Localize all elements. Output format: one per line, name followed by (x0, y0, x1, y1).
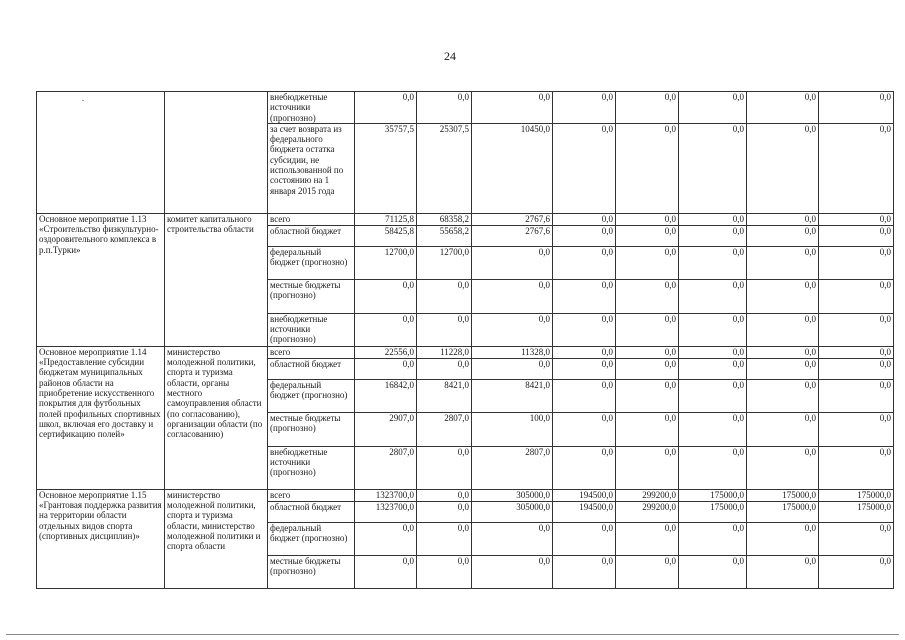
value-text: 305000,0 (516, 501, 550, 512)
value-cell (472, 501, 553, 522)
value-cell (819, 213, 894, 225)
value-text: 0,0 (804, 412, 816, 423)
value-text: 0,0 (601, 213, 613, 224)
value-text: 0,0 (601, 555, 613, 566)
value-text: 0,0 (804, 446, 816, 457)
value-text: 0,0 (732, 358, 744, 369)
value-text: 12700,0 (439, 246, 469, 257)
table-row (37, 92, 894, 124)
value-text: 0,0 (732, 92, 744, 102)
value-cell (679, 123, 747, 213)
value-cell (679, 358, 747, 379)
value-text: 8421,0 (444, 379, 469, 390)
value-text: 0,0 (457, 501, 469, 512)
value-text: 11328,0 (521, 346, 550, 357)
value-cell (355, 213, 417, 225)
value-cell (616, 246, 679, 279)
source-cell: федеральный бюджет (прогнозно) (268, 522, 355, 555)
value-text: 175000,0 (782, 489, 816, 500)
source-cell: всего (268, 489, 355, 501)
value-cell (417, 489, 472, 501)
value-cell (616, 225, 679, 246)
value-text: 0,0 (732, 123, 744, 134)
value-text: 0,0 (804, 225, 816, 236)
value-cell (747, 412, 819, 446)
value-cell (355, 225, 417, 246)
value-text: 0,0 (664, 313, 676, 324)
value-text: 0,0 (601, 92, 613, 102)
value-text: 175000,0 (710, 489, 744, 500)
executor-cell (165, 92, 268, 214)
executor-cell: министерство молодежной политики, спорта и туризма области, министерство молодежной политики и спорта области (165, 489, 268, 588)
value-cell (679, 92, 747, 124)
value-cell (355, 92, 417, 124)
value-cell (679, 213, 747, 225)
value-text: 0,0 (879, 379, 891, 390)
bottom-rule (6, 634, 899, 635)
value-text: 0,0 (601, 346, 613, 357)
source-cell: местные бюджеты (прогнозно) (268, 412, 355, 446)
source-cell: местные бюджеты (прогнозно) (268, 555, 355, 588)
value-text: 0,0 (879, 246, 891, 257)
value-cell (553, 213, 616, 225)
value-text: 0,0 (879, 279, 891, 290)
measure-cell (37, 92, 165, 214)
executor-cell: министерство молодежной политики, спорта и туризма области, органы местного самоуправления области (по согласованию), организации области (по согласованию) (165, 346, 268, 489)
value-text: 0,0 (879, 123, 891, 134)
value-text: 16842,0 (384, 379, 414, 390)
value-cell (616, 412, 679, 446)
value-cell (679, 279, 747, 313)
value-cell (355, 246, 417, 279)
value-cell (819, 412, 894, 446)
value-text: 0,0 (879, 346, 891, 357)
value-text: 0,0 (804, 379, 816, 390)
value-text: 0,0 (664, 92, 676, 102)
value-text: 0,0 (664, 522, 676, 533)
value-text: 175000,0 (857, 501, 891, 512)
value-cell (616, 446, 679, 489)
source-cell: внебюджетные источники (прогнозно) (268, 92, 355, 124)
value-cell (417, 446, 472, 489)
value-cell (355, 346, 417, 358)
funding-table (36, 91, 894, 589)
value-cell (472, 522, 553, 555)
source-cell: внебюджетные источники (прогнозно) (268, 313, 355, 346)
value-cell (472, 379, 553, 412)
value-text: 0,0 (732, 379, 744, 390)
source-cell: за счет возврата из федерального бюджета остатка субсидии, не использованной по состоянию на 1 января 2015 года (268, 123, 355, 213)
value-text: 0,0 (879, 412, 891, 423)
value-text: 0,0 (879, 358, 891, 369)
value-cell (355, 123, 417, 213)
value-cell (417, 412, 472, 446)
value-text: 0,0 (664, 412, 676, 423)
value-text: 100,0 (529, 412, 550, 423)
value-cell (819, 501, 894, 522)
value-cell (355, 313, 417, 346)
value-cell (355, 279, 417, 313)
scan-speck (82, 100, 84, 101)
value-text: 0,0 (664, 379, 676, 390)
value-text: 0,0 (732, 346, 744, 357)
value-cell (553, 246, 616, 279)
value-cell (355, 379, 417, 412)
value-text: 175000,0 (782, 501, 816, 512)
value-text: 8421,0 (525, 379, 550, 390)
value-cell (553, 346, 616, 358)
value-cell (747, 92, 819, 124)
value-cell (417, 213, 472, 225)
value-text: 0,0 (601, 522, 613, 533)
value-text: 0,0 (879, 225, 891, 236)
value-cell (819, 246, 894, 279)
value-cell (355, 489, 417, 501)
value-text: 0,0 (879, 522, 891, 533)
value-text: 0,0 (457, 522, 469, 533)
value-text: 0,0 (664, 555, 676, 566)
value-cell (472, 246, 553, 279)
value-cell (819, 489, 894, 501)
value-cell (472, 279, 553, 313)
source-cell: федеральный бюджет (прогнозно) (268, 379, 355, 412)
source-cell: всего (268, 346, 355, 358)
value-text: 0,0 (804, 246, 816, 257)
value-cell (819, 92, 894, 124)
value-text: 0,0 (601, 379, 613, 390)
value-text: 0,0 (732, 246, 744, 257)
value-cell (472, 489, 553, 501)
value-cell (819, 446, 894, 489)
value-text: 11228,0 (440, 346, 469, 357)
value-cell (679, 555, 747, 588)
value-text: 1323700,0 (375, 501, 414, 512)
measure-cell: Основное мероприятие 1.15 «Грантовая поддержка развития на территории области отдельных видов спорта (спортивных дисциплин)» (37, 489, 165, 588)
value-text: 0,0 (601, 313, 613, 324)
value-text: 0,0 (538, 358, 550, 369)
value-cell (819, 379, 894, 412)
value-text: 2767,6 (525, 225, 550, 236)
value-cell (616, 489, 679, 501)
value-cell (679, 346, 747, 358)
value-text: 22556,0 (384, 346, 414, 357)
value-text: 0,0 (538, 522, 550, 533)
value-cell (553, 501, 616, 522)
value-cell (747, 446, 819, 489)
value-cell (747, 522, 819, 555)
value-text: 0,0 (601, 279, 613, 290)
value-cell (472, 225, 553, 246)
value-cell (472, 555, 553, 588)
measure-cell: Основное мероприятие 1.14 «Предоставление субсидии бюджетам муниципальных районов области на приобретение искусственного покрытия для футбольных полей профильных спортивных школ, включая его доставку и сертификацию полей» (37, 346, 165, 489)
value-cell (616, 92, 679, 124)
value-text: 2807,0 (525, 446, 550, 457)
value-cell (616, 379, 679, 412)
value-text: 35757,5 (384, 123, 414, 134)
value-text: 25307,5 (439, 123, 469, 134)
value-text: 0,0 (879, 213, 891, 224)
value-cell (747, 346, 819, 358)
value-text: 2907,0 (389, 412, 414, 423)
value-cell (819, 522, 894, 555)
value-cell (747, 123, 819, 213)
value-text: 0,0 (402, 522, 414, 533)
value-text: 0,0 (601, 246, 613, 257)
value-cell (616, 213, 679, 225)
value-text: 175000,0 (857, 489, 891, 500)
value-text: 0,0 (457, 313, 469, 324)
value-cell (472, 412, 553, 446)
value-cell (472, 446, 553, 489)
page-number: 24 (444, 49, 456, 63)
value-cell (679, 225, 747, 246)
value-text: 0,0 (732, 213, 744, 224)
value-cell (679, 313, 747, 346)
value-cell (679, 246, 747, 279)
value-cell (472, 346, 553, 358)
value-text: 0,0 (879, 446, 891, 457)
value-cell (819, 346, 894, 358)
value-cell (417, 555, 472, 588)
value-text: 194500,0 (579, 489, 613, 500)
value-text: 0,0 (804, 123, 816, 134)
value-cell (679, 446, 747, 489)
table-row (37, 489, 894, 501)
value-text: 0,0 (879, 555, 891, 566)
value-cell (819, 313, 894, 346)
value-cell (819, 279, 894, 313)
value-text: 0,0 (601, 123, 613, 134)
value-text: 0,0 (538, 92, 550, 102)
value-cell (747, 246, 819, 279)
executor-cell: комитет капитального строительства области (165, 213, 268, 346)
value-text: 0,0 (601, 225, 613, 236)
value-text: 0,0 (732, 412, 744, 423)
value-cell (417, 279, 472, 313)
value-cell (417, 313, 472, 346)
value-cell (819, 123, 894, 213)
value-text: 68358,2 (439, 213, 469, 224)
source-cell: всего (268, 213, 355, 225)
value-cell (355, 412, 417, 446)
value-cell (616, 313, 679, 346)
value-text: 0,0 (457, 279, 469, 290)
value-text: 0,0 (804, 555, 816, 566)
value-text: 0,0 (804, 346, 816, 357)
value-cell (616, 522, 679, 555)
value-cell (819, 555, 894, 588)
value-text: 0,0 (664, 446, 676, 457)
value-text: 0,0 (601, 446, 613, 457)
value-cell (472, 313, 553, 346)
value-cell (553, 446, 616, 489)
value-text: 0,0 (804, 358, 816, 369)
source-cell: федеральный бюджет (прогнозно) (268, 246, 355, 279)
value-text: 0,0 (804, 313, 816, 324)
value-text: 0,0 (879, 92, 891, 102)
value-cell (747, 358, 819, 379)
value-text: 71125,8 (385, 213, 414, 224)
value-cell (747, 279, 819, 313)
value-cell (819, 225, 894, 246)
value-cell (417, 225, 472, 246)
value-text: 0,0 (538, 555, 550, 566)
value-text: 0,0 (804, 279, 816, 290)
value-text: 0,0 (538, 313, 550, 324)
value-text: 0,0 (538, 246, 550, 257)
value-text: 0,0 (664, 225, 676, 236)
value-text: 55658,2 (439, 225, 469, 236)
value-text: 0,0 (402, 92, 414, 102)
value-text: 0,0 (457, 92, 469, 102)
value-cell (417, 358, 472, 379)
value-text: 0,0 (879, 313, 891, 324)
source-cell: областной бюджет (268, 501, 355, 522)
value-cell (553, 313, 616, 346)
value-cell (679, 501, 747, 522)
value-text: 305000,0 (516, 489, 550, 500)
value-text: 0,0 (664, 279, 676, 290)
value-cell (417, 379, 472, 412)
value-text: 2767,6 (525, 213, 550, 224)
value-text: 0,0 (457, 446, 469, 457)
value-cell (747, 501, 819, 522)
value-cell (616, 279, 679, 313)
value-text: 0,0 (601, 358, 613, 369)
value-cell (417, 346, 472, 358)
value-text: 0,0 (732, 555, 744, 566)
value-cell (616, 501, 679, 522)
value-text: 0,0 (732, 313, 744, 324)
source-cell: областной бюджет (268, 225, 355, 246)
value-cell (417, 501, 472, 522)
value-text: 2807,0 (389, 446, 414, 457)
table-row (37, 346, 894, 358)
value-text: 1323700,0 (375, 489, 414, 500)
value-cell (747, 313, 819, 346)
value-cell (819, 358, 894, 379)
value-text: 0,0 (664, 358, 676, 369)
value-text: 0,0 (732, 225, 744, 236)
value-cell (355, 555, 417, 588)
value-cell (616, 555, 679, 588)
value-cell (553, 489, 616, 501)
value-cell (355, 501, 417, 522)
value-cell (747, 213, 819, 225)
value-text: 175000,0 (710, 501, 744, 512)
value-cell (355, 358, 417, 379)
value-cell (553, 379, 616, 412)
table-row (37, 213, 894, 225)
value-text: 0,0 (732, 446, 744, 457)
value-cell (553, 522, 616, 555)
value-text: 0,0 (402, 555, 414, 566)
value-cell (355, 446, 417, 489)
value-cell (679, 379, 747, 412)
value-cell (553, 555, 616, 588)
value-text: 0,0 (457, 358, 469, 369)
source-cell: областной бюджет (268, 358, 355, 379)
value-text: 0,0 (402, 313, 414, 324)
value-cell (355, 522, 417, 555)
value-text: 0,0 (538, 279, 550, 290)
table-body (37, 92, 894, 589)
value-text: 0,0 (732, 522, 744, 533)
value-text: 0,0 (804, 522, 816, 533)
value-cell (417, 92, 472, 124)
value-text: 10450,0 (520, 123, 550, 134)
value-cell (553, 412, 616, 446)
value-text: 0,0 (664, 213, 676, 224)
value-text: 0,0 (402, 358, 414, 369)
value-cell (679, 489, 747, 501)
value-text: 0,0 (402, 279, 414, 290)
value-cell (747, 489, 819, 501)
value-cell (747, 225, 819, 246)
value-text: 0,0 (664, 123, 676, 134)
value-text: 2807,0 (444, 412, 469, 423)
value-text: 0,0 (664, 246, 676, 257)
value-text: 299200,0 (642, 489, 676, 500)
value-cell (616, 346, 679, 358)
value-cell (472, 358, 553, 379)
value-text: 58425,8 (384, 225, 414, 236)
value-text: 0,0 (601, 412, 613, 423)
value-text: 0,0 (804, 213, 816, 224)
value-cell (616, 358, 679, 379)
value-cell (679, 522, 747, 555)
source-cell: внебюджетные источники (прогнозно) (268, 446, 355, 489)
value-text: 194500,0 (579, 501, 613, 512)
value-cell (417, 246, 472, 279)
value-cell (553, 358, 616, 379)
measure-cell: Основное мероприятие 1.13 «Строительство физкультурно-оздоровительного комплекса в р.п.Турки» (37, 213, 165, 346)
value-cell (747, 555, 819, 588)
value-cell (472, 123, 553, 213)
value-cell (616, 123, 679, 213)
value-cell (417, 123, 472, 213)
value-text: 12700,0 (384, 246, 414, 257)
value-text: 0,0 (457, 555, 469, 566)
value-text: 0,0 (664, 346, 676, 357)
value-text: 0,0 (732, 279, 744, 290)
value-cell (553, 279, 616, 313)
value-cell (553, 225, 616, 246)
value-cell (553, 92, 616, 124)
value-text: 299200,0 (642, 501, 676, 512)
value-cell (472, 92, 553, 124)
value-text: 0,0 (457, 489, 469, 500)
value-cell (747, 379, 819, 412)
value-cell (679, 412, 747, 446)
value-cell (553, 123, 616, 213)
value-cell (472, 213, 553, 225)
value-text: 0,0 (804, 92, 816, 102)
value-cell (417, 522, 472, 555)
source-cell: местные бюджеты (прогнозно) (268, 279, 355, 313)
